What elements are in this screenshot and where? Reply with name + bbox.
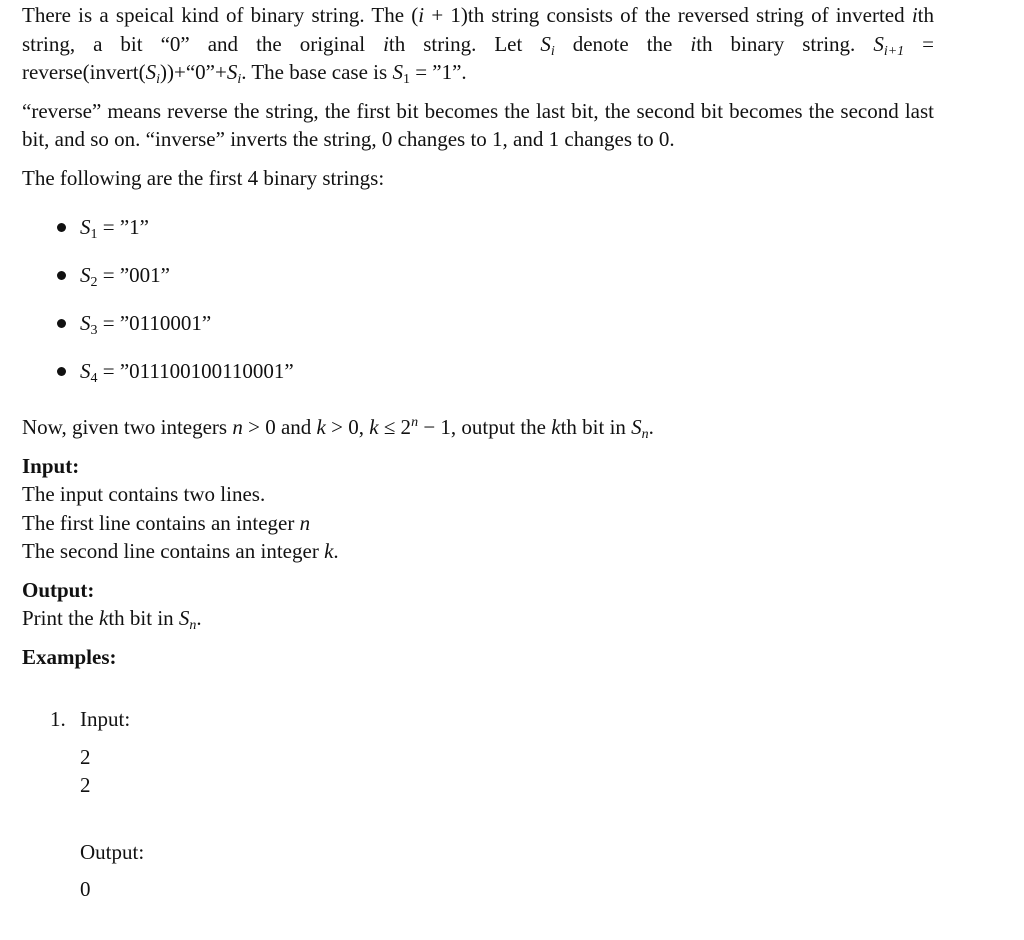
string-value: = ”0110001” xyxy=(97,311,212,335)
math-var: S xyxy=(392,60,403,84)
text-run: th string. Let xyxy=(388,31,541,56)
output-line xyxy=(22,604,934,633)
math-subscript: n xyxy=(641,427,649,442)
example-item xyxy=(22,705,934,904)
text-run: th string, a bit “0” and the original xyxy=(22,3,934,56)
math-var: S xyxy=(873,31,884,56)
output-heading: Output: xyxy=(22,577,95,602)
math-subscript: n xyxy=(189,618,197,633)
math-subscript: 2 xyxy=(90,275,98,290)
math-subscript: i xyxy=(550,43,555,59)
math-subscript: 1 xyxy=(402,72,410,87)
text-run: ))+“0”+ xyxy=(159,60,227,84)
text-run: > 0 and xyxy=(242,415,317,439)
math-var: k xyxy=(316,415,326,439)
example-output-line: 0 xyxy=(80,877,91,901)
math-superscript: n xyxy=(411,415,419,430)
list-item xyxy=(22,261,934,309)
text-run: . xyxy=(333,539,339,563)
text-run: . xyxy=(648,415,654,439)
text-run: The first line contains an integer xyxy=(22,510,300,535)
math-var: i xyxy=(383,31,389,56)
example-input-values xyxy=(80,743,934,800)
text-run: Now, given two integers xyxy=(22,415,233,439)
math-var: S xyxy=(178,606,190,630)
text-run: . The base case is xyxy=(241,60,393,84)
spacer xyxy=(22,405,934,413)
text-run: th bit in xyxy=(560,415,632,439)
bullet-icon xyxy=(57,223,66,232)
math-var: S xyxy=(226,60,238,84)
math-var: S xyxy=(80,359,91,383)
list-item xyxy=(22,309,934,357)
list-item xyxy=(22,213,934,261)
example-input-line: 2 xyxy=(80,744,91,769)
string-value: = ”001” xyxy=(97,263,170,287)
math-var: S xyxy=(80,311,91,335)
text-run: th binary string. xyxy=(696,31,874,56)
list-item xyxy=(22,357,934,405)
math-subscript: 1 xyxy=(90,227,98,242)
intro-paragraph-list-lead: The following are the first 4 binary strings: xyxy=(22,165,385,190)
text-run: Print the xyxy=(22,606,99,630)
math-var: i xyxy=(911,3,918,27)
math-var: n xyxy=(299,510,311,535)
math-var: k xyxy=(551,415,561,439)
example-input-line: 2 xyxy=(80,773,91,797)
example-output-label: Output: xyxy=(80,839,145,864)
math-var: i xyxy=(690,31,697,56)
math-subscript: 4 xyxy=(90,371,98,386)
math-var: k xyxy=(324,539,334,563)
math-var: n xyxy=(232,415,243,439)
math-var: S xyxy=(80,263,91,287)
math-subscript: 3 xyxy=(90,323,98,338)
math-subscript: i+1 xyxy=(883,43,905,59)
math-var: i xyxy=(418,3,425,27)
example-output-values xyxy=(80,875,934,904)
input-heading: Input: xyxy=(22,453,80,478)
intro-paragraph-reverse: “reverse” means reverse the string, the first bit becomes the last bit, the second bit becomes the second last bit, and so on. “inverse” inverts the string, 0 changes to 1, and 1 changes to 0. xyxy=(22,98,934,151)
text-run: = reverse(invert( xyxy=(22,31,935,84)
text-run: . xyxy=(196,606,202,630)
math-var: k xyxy=(369,415,379,439)
examples-section xyxy=(22,643,934,904)
binary-strings-list xyxy=(22,213,934,405)
bullet-icon xyxy=(57,367,66,376)
text-run: th bit in xyxy=(108,606,179,630)
math-subscript: i xyxy=(156,72,160,87)
task-paragraph xyxy=(22,413,934,442)
text-run: > 0, xyxy=(325,415,370,439)
input-line xyxy=(22,509,934,538)
input-line: The input contains two lines. xyxy=(22,482,266,506)
text-run: denote the xyxy=(554,31,691,56)
bullet-icon xyxy=(57,271,66,280)
text-run: There is a speical kind of binary string. The ( xyxy=(22,3,419,27)
math-var: S xyxy=(540,31,551,56)
intro-paragraph-definition xyxy=(22,1,934,87)
output-section xyxy=(22,576,934,633)
math-var: S xyxy=(80,215,91,239)
input-line xyxy=(22,537,934,566)
math-var: S xyxy=(145,60,157,84)
example-number: 1. xyxy=(50,707,66,731)
string-value: = ”1” xyxy=(97,215,149,239)
text-run: The second line contains an integer xyxy=(22,539,325,563)
math-var: S xyxy=(631,415,642,439)
bullet-icon xyxy=(57,319,66,328)
text-run: − 1, output the xyxy=(418,415,552,439)
input-section xyxy=(22,452,934,566)
problem-statement xyxy=(22,1,934,904)
string-value: = ”011100100110001” xyxy=(97,359,294,383)
examples-heading: Examples: xyxy=(22,644,117,669)
text-run: = ”1”. xyxy=(409,60,467,84)
example-input-label: Input: xyxy=(80,707,131,731)
text-run: ≤ 2 xyxy=(378,415,412,439)
math-subscript: i xyxy=(237,72,242,87)
text-run: + 1)th string consists of the reversed string of inverted xyxy=(424,3,912,27)
math-var: k xyxy=(99,606,109,630)
